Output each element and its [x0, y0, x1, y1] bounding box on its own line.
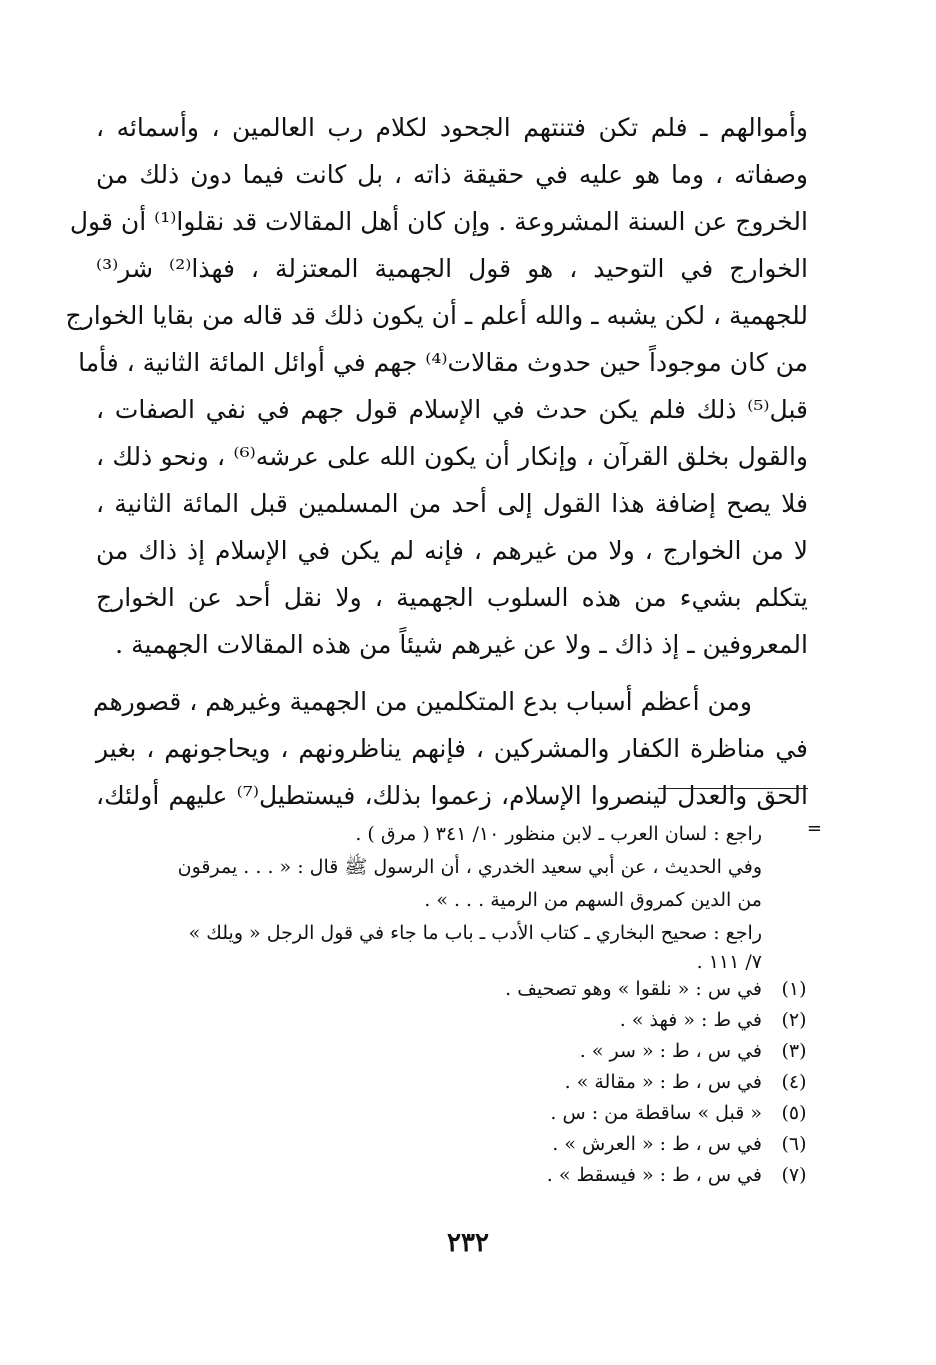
text-line: الخروج عن السنة المشروعة . وإن كان أهل المقالات قد نقلوا⁽¹⁾ أن قول: [69, 207, 808, 236]
footnotes: [100, 818, 822, 1191]
footnote-text: في س ، ط : « مقالة » .: [564, 1071, 762, 1093]
footnote-text: في س ، ط : « سر » .: [579, 1040, 762, 1062]
footnote-number: (٧): [781, 1164, 807, 1186]
footnote-number: (٥): [781, 1102, 807, 1124]
footnote-item: [100, 1098, 822, 1129]
text-line: الخوارج في التوحيد ، هو قول الجهمية المعتزلة ، فهذا⁽²⁾ شر⁽³⁾: [96, 254, 809, 283]
footnote-line: ٧/ ١١١ .: [696, 951, 762, 973]
text-line: للجهمية ، لكن يشبه ـ والله أعلم ـ أن يكون ذلك قد قاله من بقايا الخوارج: [65, 301, 808, 330]
continuation-mark: =: [806, 818, 822, 839]
footnote-line: من الدين كمروق السهم من الرمية . . . » .: [424, 889, 762, 911]
footnote-item: [100, 974, 822, 1005]
text-line: في مناظرة الكفار والمشركين ، فإنهم يناظرونهم ، ويحاجونهم ، بغير: [96, 734, 808, 763]
footnote-line: راجع : لسان العرب ـ لابن منظور ١٠/ ٣٤١ ( مرق ) .: [355, 823, 762, 845]
footnote-text: في س : « نلقوا » وهو تصحيف .: [505, 978, 762, 1000]
footnote-number: (٦): [781, 1133, 807, 1155]
footnote-line: وفي الحديث ، عن أبي سعيد الخدري ، أن الرسول ﷺ قال : « . . . يمرقون: [177, 856, 762, 878]
footnote-item: [100, 1067, 822, 1098]
text-line: وصفاته ، وما هو عليه في حقيقة ذاته ، بل كانت فيما دون ذلك من: [96, 160, 808, 189]
text-line: يتكلم بشيء من هذه السلوب الجهمية ، ولا نقل أحد عن الخوارج: [96, 583, 808, 612]
footnote-number: (٤): [781, 1071, 807, 1093]
text-line: من كان موجوداً حين حدوث مقالات⁽⁴⁾ جهم في أوائل المائة الثانية ، فأما: [78, 348, 808, 377]
footnote-text: في ط : « فهذ » .: [619, 1009, 762, 1031]
footnote-continuation: [100, 818, 822, 974]
text-line: الحق والعدل لينصروا الإسلام، زعموا بذلك، فيستطيل⁽⁷⁾ عليهم أولئك،: [96, 781, 808, 810]
paragraph-gap: [96, 668, 808, 678]
paragraph-1: [65, 104, 809, 668]
page-number: ٢٣٢: [447, 1228, 489, 1258]
footnote-item: [100, 1160, 822, 1191]
text-line: وأموالهم ـ فلم تكن فتنتهم الجحود لكلام رب العالمين ، وأسمائه ،: [96, 113, 808, 142]
text-line: فلا يصح إضافة هذا القول إلى أحد من المسلمين قبل المائة الثانية ،: [96, 489, 808, 518]
text-line: والقول بخلق القرآن ، وإنكار أن يكون الله على عرشه⁽⁶⁾ ، ونحو ذلك ،: [96, 442, 808, 471]
footnote-item: [100, 1005, 822, 1036]
footnote-item: [100, 1036, 822, 1067]
footnote-number: (٢): [781, 1009, 807, 1031]
text-line: لا من الخوارج ، ولا من غيرهم ، فإنه لم يكن في الإسلام إذ ذاك من: [96, 536, 808, 565]
footnote-item: [100, 1129, 822, 1160]
footnote-number: (١): [781, 978, 807, 1000]
text-line: ومن أعظم أسباب بدع المتكلمين من الجهمية وغيرهم ، قصورهم: [92, 687, 752, 716]
footnote-separator: [658, 788, 808, 789]
footnote-text: في س ، ط : « فيسقط » .: [546, 1164, 762, 1186]
text-line: المعروفين ـ إذ ذاك ـ ولا عن غيرهم شيئاً من هذه المقالات الجهمية .: [115, 630, 808, 659]
footnote-text: « قبل » ساقطة من : س .: [550, 1102, 762, 1124]
footnote-text: في س ، ط : « العرش » .: [552, 1133, 762, 1155]
footnote-number: (٣): [781, 1040, 807, 1062]
main-text: [65, 104, 809, 819]
footnote-line: راجع : صحيح البخاري ـ كتاب الأدب ـ باب ما جاء في قول الرجل « ويلك »: [188, 922, 762, 944]
paragraph-2: [92, 678, 808, 819]
text-line: قبل⁽⁵⁾ ذلك فلم يكن حدث في الإسلام قول جهم في نفي الصفات ،: [96, 395, 808, 424]
